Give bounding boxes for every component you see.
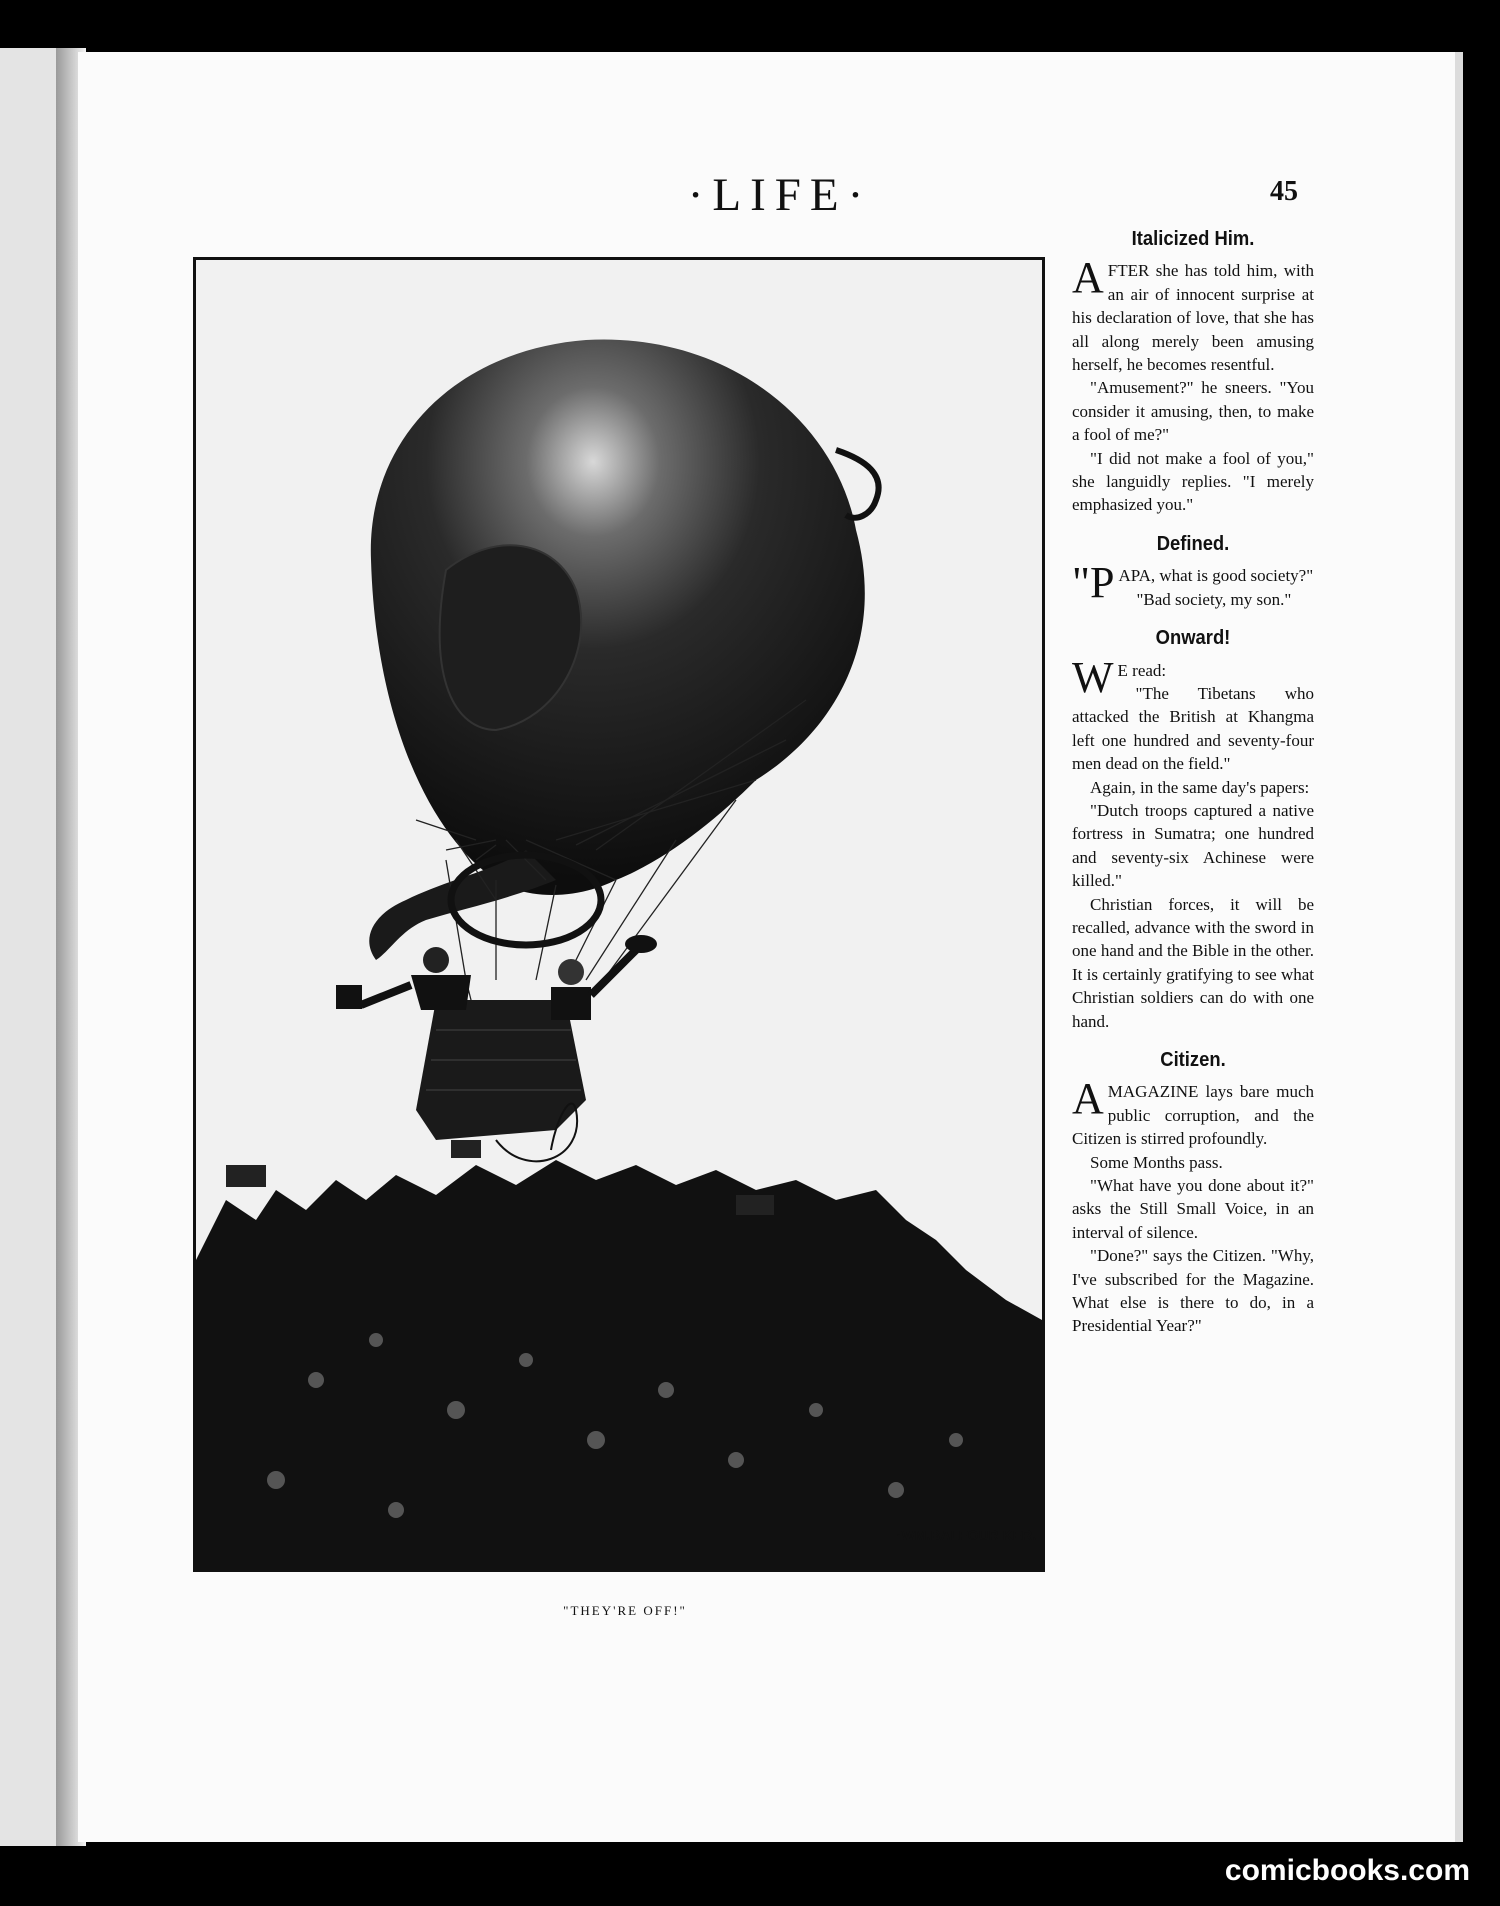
page-number: 45: [1270, 176, 1298, 207]
masthead: ·LIFE·: [687, 169, 873, 221]
article-paragraph: "Amusement?" he sneers. "You consider it amusing, then, to make a fool of me?": [1072, 378, 1314, 445]
illustration-caption: "THEY'RE OFF!": [563, 1603, 687, 1618]
artist-signature: ·WM.BALFOUR KER.: [896, 1527, 1036, 1543]
passenger-head-left: [423, 947, 449, 973]
drop-cap: A: [1072, 1074, 1104, 1124]
article-paragraph: "Dutch troops captured a native fortress in Sumatra; one hundred and seventy-six Achinese were killed.": [1072, 800, 1314, 891]
article-paragraph: "The Tibetans who attacked the British at Khangma left one hundred and seventy-four men dead on the field.": [1072, 683, 1314, 774]
article-title: Italicized Him.: [1131, 228, 1255, 250]
article-paragraph: "What have you done about it?" asks the Still Small Voice, in an interval of silence.: [1072, 1176, 1314, 1242]
article-paragraph: W E read:: [1072, 652, 1167, 702]
article-title: Defined.: [1156, 532, 1230, 555]
passenger-body-right: [551, 987, 591, 1020]
article-paragraph: AFTER she has told him, with an air of innocent surprise at his declaration of love, that she has all along merely been amusing herself, he becomes resentful.: [1072, 253, 1314, 375]
article-paragraph: "PAPA, what is good society?": [1072, 558, 1314, 608]
article-paragraph: Christian forces, it will be recalled, advance with the sword in one hand and the Bible in the other. It is certainly gratifying to see what Christian soldiers can do with one hand.: [1072, 894, 1314, 1031]
drop-cap: A: [1072, 253, 1104, 303]
passenger-head-right: [558, 959, 584, 985]
article-title: Onward!: [1155, 627, 1231, 650]
waving-hat: [625, 935, 657, 953]
balloon-illustration: [193, 257, 1045, 1572]
passenger-body-left: [411, 975, 471, 1010]
article-paragraph: Again, in the same day's papers:: [1090, 777, 1310, 797]
text-column: [1072, 228, 1314, 1338]
drop-cap: W: [1072, 652, 1114, 702]
article-paragraph: AMAGAZINE lays bare much public corruption, and the Citizen is stirred profoundly.: [1072, 1074, 1314, 1149]
article-paragraph: "I did not make a fool of you," she languidly replies. "I merely emphasized you.": [1072, 448, 1314, 515]
article-paragraph: "Done?" says the Citizen. "Why, I've subscribed for the Magazine. What else is there to do, in a Presidential Year?": [1072, 1246, 1314, 1336]
article-title: Citizen.: [1160, 1049, 1226, 1071]
watermark: comicbooks.com: [1224, 1854, 1470, 1887]
top-hat: [336, 985, 362, 1009]
page-edge: [1455, 52, 1463, 1842]
article-paragraph: Some Months pass.: [1090, 1152, 1223, 1172]
article-paragraph: "Bad society, my son.": [1136, 589, 1292, 609]
drop-cap: "P: [1072, 558, 1115, 608]
elephant-balloon-drawing: [196, 260, 1042, 1569]
